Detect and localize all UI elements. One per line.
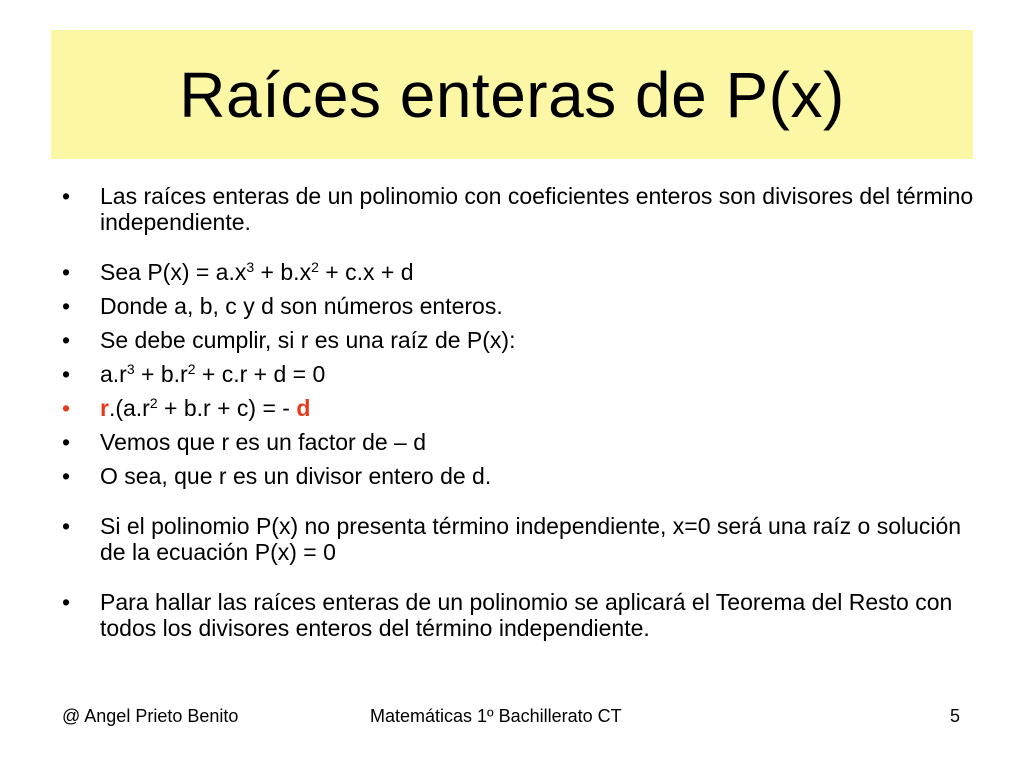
bullet-text: O sea, que r es un divisor entero de d. — [100, 463, 492, 489]
bullet-dot: • — [62, 293, 71, 319]
bullet-item — [58, 183, 978, 235]
footer-author: @ Angel Prieto Benito — [62, 706, 239, 726]
bullet-item — [58, 463, 978, 489]
bullet-dot: • — [62, 463, 71, 489]
bullet-text: Vemos que r es un factor de – d — [100, 429, 427, 455]
bullet-dot: • — [62, 259, 71, 285]
bullet-dot: • — [62, 589, 71, 615]
bullet-item — [58, 361, 978, 387]
bullet-text: Las raíces enteras de un polinomio con coeficientes enteros son divisores del término independiente. — [100, 183, 974, 235]
bullet-item — [58, 293, 978, 319]
bullet-text: $a.r^3 + b.r^2 + c.r + d = 0$ — [100, 361, 326, 387]
bullet-dot: • — [62, 327, 71, 353]
bullet-dot: • — [62, 183, 71, 209]
bullet-text: Donde a, b, c y d son números enteros. — [100, 293, 503, 319]
bullet-item — [58, 513, 978, 565]
title-banner — [51, 30, 973, 159]
slide-title: Raíces enteras de P(x) — [179, 58, 845, 131]
bullet-list — [58, 183, 978, 641]
bullet-item — [58, 259, 978, 285]
bullet-dot: • — [62, 395, 71, 421]
bullet-text: Para hallar las raíces enteras de un polinomio se aplicará el Teorema del Resto con todos los divisores enteros del término independiente. — [100, 589, 953, 641]
bullet-text: Se debe cumplir, si r es una raíz de P(x): — [100, 327, 516, 353]
bullet-text: $r.(a.r^2 + b.r + c)$ = - d — [100, 395, 311, 421]
bullet-text: Si el polinomio P(x) no presenta término independiente, x=0 será una raíz o solución de la ecuación P(x) = 0 — [100, 513, 962, 565]
bullet-item — [58, 395, 978, 421]
bullet-dot: • — [62, 361, 71, 387]
bullet-dot: • — [62, 429, 71, 455]
bullet-item — [58, 327, 978, 353]
bullet-dot: • — [62, 513, 71, 539]
bullet-item — [58, 589, 978, 641]
bullet-text: Sea $P(x) = a.x^3 + b.x^2 + c.x + d$ — [100, 259, 414, 285]
bullet-item — [58, 429, 978, 455]
footer-course: Matemáticas 1º Bachillerato CT — [370, 706, 622, 726]
footer-page-number: 5 — [950, 706, 961, 726]
